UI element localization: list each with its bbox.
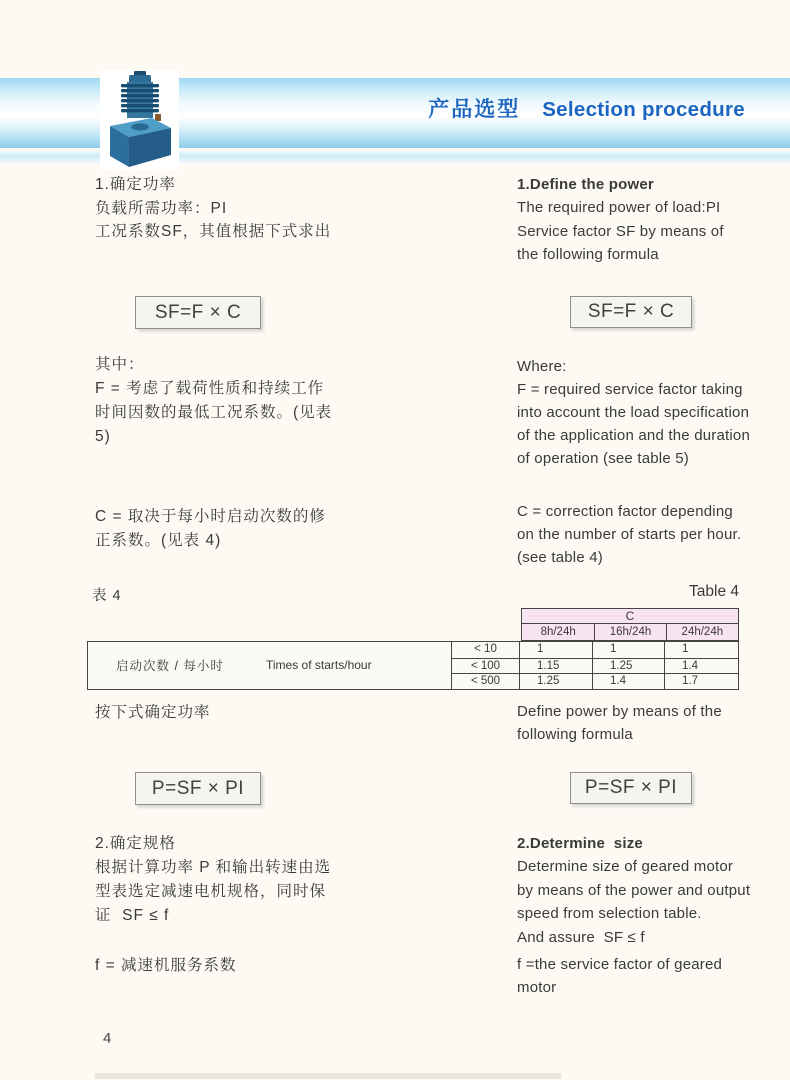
page-number: 4	[103, 1030, 112, 1047]
table4-value-cell: 1	[520, 642, 593, 658]
left-where-block	[95, 353, 332, 449]
table4-value-cell: 1.4	[682, 659, 698, 672]
text-line: F = 考虑了载荷性质和持续工作	[95, 380, 325, 397]
text-line: 根据计算功率 P 和输出转速由选	[95, 859, 332, 876]
table4-row-label-zh: 启动次数 / 每小时	[116, 659, 224, 674]
left-s2-heading: 2.确定规格	[95, 835, 176, 852]
table4-value-cell: 1.7	[682, 675, 698, 688]
left-section-determine-size	[95, 832, 331, 928]
text-line: C = correction factor depending	[517, 503, 733, 520]
table4-col-header: 24h/24h	[666, 624, 738, 640]
text-line: 负载所需功率：PI	[95, 199, 228, 217]
text-line: F = required service factor taking	[517, 381, 743, 398]
text-line: motor	[517, 979, 557, 997]
right-where-block	[517, 355, 750, 470]
page-title-en: Selection procedure	[542, 98, 745, 121]
table-row	[452, 642, 738, 658]
text-line: The required power of load:PI	[517, 199, 721, 217]
right-f-definition-block	[517, 953, 722, 1000]
table4-group-header-cell: C	[522, 609, 738, 624]
text-line: by means of the power and output	[517, 881, 751, 899]
table4-starts-cell: < 10	[452, 642, 520, 658]
table4-row-label-cell	[88, 642, 452, 689]
text-line: And assure SF ≤ f	[517, 928, 645, 946]
table4-data-rows	[452, 642, 738, 689]
page-bottom-edge	[95, 1073, 561, 1079]
right-s2-heading: 2.Determine size	[517, 835, 643, 852]
formula-sf-box-left: SF=F × C	[135, 296, 261, 329]
table4-value-cell: 1.4	[593, 674, 665, 689]
table-row	[452, 658, 738, 674]
text-line: into account the load specification	[517, 404, 750, 421]
page-title	[428, 93, 745, 123]
text-line: of operation (see table 5)	[517, 450, 689, 467]
text-line: Determine size of geared motor	[517, 858, 734, 876]
left-define-power-line: 按下式确定功率	[95, 704, 211, 721]
table4-col-header: 8h/24h	[540, 626, 576, 638]
table4-value-cell: 1.25	[593, 659, 665, 674]
table4-body	[87, 641, 739, 690]
right-section-define-power	[517, 173, 724, 267]
text-line: the following formula	[517, 246, 659, 264]
text-line: speed from selection table.	[517, 905, 702, 923]
text-line: 型表选定减速电机规格，同时保	[95, 883, 327, 900]
text-line: 正系数。(见表 4)	[95, 532, 222, 549]
left-section-define-power	[95, 173, 331, 244]
text-line: on the number of starts per hour.	[517, 526, 742, 543]
table4-header-block	[521, 608, 739, 641]
left-f-definition: f = 减速机服务系数	[95, 957, 237, 974]
table4-value-cell: 1.15	[520, 659, 593, 674]
text-line: (see table 4)	[517, 549, 603, 566]
right-section-determine-size	[517, 832, 750, 949]
formula-p-box-left: P=SF × PI	[135, 772, 261, 805]
table4-caption-zh: 表 4	[92, 588, 122, 604]
geared-motor-image	[100, 70, 179, 170]
right-s1-heading: 1.Define the power	[517, 176, 654, 193]
geared-motor-icon	[100, 70, 179, 170]
table4-subheader-row	[522, 624, 738, 640]
right-where-heading: Where:	[517, 358, 567, 375]
table4-value-cell: 1	[593, 642, 665, 658]
text-line: C = 取决于每小时启动次数的修	[95, 508, 326, 525]
text-line: 工况系数SF，其值根据下式求出	[95, 223, 332, 240]
right-c-factor-block	[517, 500, 741, 569]
left-c-factor-block	[95, 505, 326, 553]
table4-starts-cell: < 500	[452, 674, 520, 689]
table4-row-label-en: Times of starts/hour	[266, 658, 372, 673]
left-s1-heading: 1.确定功率	[95, 176, 176, 193]
formula-sf-box-right: SF=F × C	[570, 296, 692, 328]
page-title-zh: 产品选型	[428, 98, 521, 121]
text-line: following formula	[517, 726, 633, 744]
text-line: Define power by means of the	[517, 703, 722, 720]
text-line: 5)	[95, 428, 111, 445]
table4-starts-cell: < 100	[452, 659, 520, 674]
text-line: f =the service factor of geared	[517, 956, 723, 973]
text-line: Service factor SF by means of	[517, 222, 724, 240]
text-line: of the application and the duration	[517, 427, 751, 444]
table4-value-cell: 1.25	[520, 674, 593, 689]
table4-value-cell: 1	[682, 643, 689, 655]
table-row	[452, 673, 738, 689]
table4-caption-en: Table 4	[689, 583, 739, 600]
left-where-heading: 其中：	[95, 356, 145, 373]
formula-p-box-right: P=SF × PI	[570, 772, 692, 804]
right-define-power-block	[517, 700, 722, 747]
text-line: 时间因数的最低工况系数。(见表	[95, 404, 333, 421]
text-line: 证 SF ≤ f	[95, 907, 170, 924]
table4-col-header: 16h/24h	[594, 624, 665, 640]
